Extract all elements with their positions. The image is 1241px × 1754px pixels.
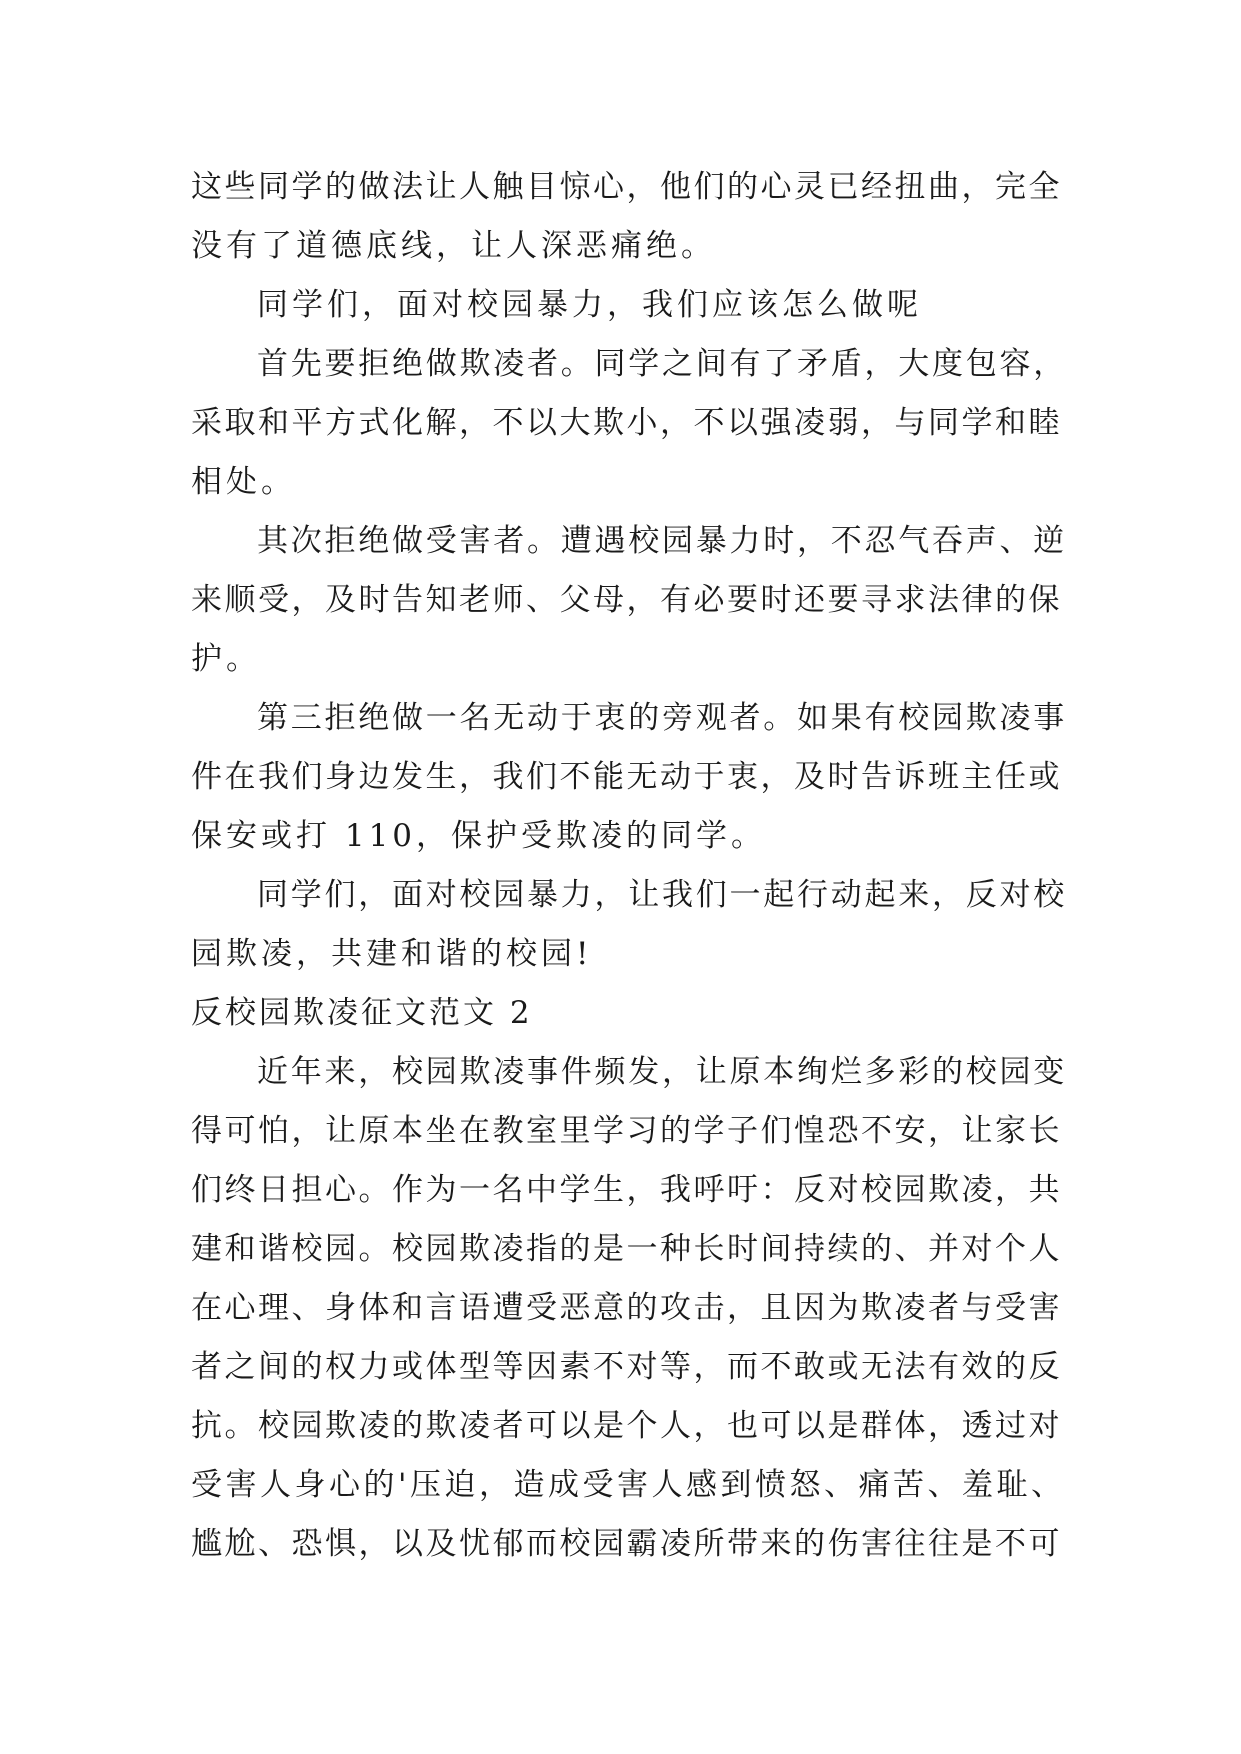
text-line: 们终日担心。作为一名中学生，我呼吁：反对校园欺凌，共 <box>191 1172 1062 1208</box>
paragraph <box>191 866 1067 984</box>
text-line: 近年来，校园欺凌事件频发，让原本绚烂多彩的校园变 <box>257 1054 1067 1090</box>
text-line: 得可怕，让原本坐在教室里学习的学子们惶恐不安，让家长 <box>191 1113 1062 1149</box>
paragraph <box>191 512 1067 689</box>
text-line: 来顺受，及时告知老师、父母，有必要时还要寻求法律的保 <box>191 582 1062 618</box>
text-line: 抗。校园欺凌的欺凌者可以是个人，也可以是群体，透过对 <box>191 1408 1062 1444</box>
text-line: 相处。 <box>191 464 296 500</box>
text-line: 首先要拒绝做欺凌者。同学之间有了矛盾，大度包容， <box>257 346 1067 382</box>
text-line: 同学们，面对校园暴力，让我们一起行动起来，反对校 <box>257 877 1067 913</box>
paragraph <box>191 276 1067 335</box>
text-line: 尴尬、恐惧，以及忧郁而校园霸凌所带来的伤害往往是不可 <box>191 1526 1062 1562</box>
text-line: 同学们，面对校园暴力，我们应该怎么做呢 <box>257 287 922 323</box>
text-line: 在心理、身体和言语遭受恶意的攻击，且因为欺凌者与受害 <box>191 1290 1062 1326</box>
text-line: 没有了道德底线，让人深恶痛绝。 <box>191 228 716 264</box>
text-line: 护。 <box>191 641 261 677</box>
paragraph <box>191 689 1067 866</box>
paragraph <box>191 335 1067 512</box>
text-line: 第三拒绝做一名无动于衷的旁观者。如果有校园欺凌事 <box>257 700 1067 736</box>
text-line: 园欺凌，共建和谐的校园! <box>191 936 593 972</box>
text-line: 其次拒绝做受害者。遭遇校园暴力时，不忍气吞声、逆 <box>257 523 1067 559</box>
section-heading: 反校园欺凌征文范文 2 <box>191 995 533 1031</box>
text-line: 受害人身心的'压迫，造成受害人感到愤怒、痛苦、羞耻、 <box>191 1467 1066 1503</box>
text-line: 建和谐校园。校园欺凌指的是一种长时间持续的、并对个人 <box>191 1231 1062 1267</box>
text-line: 件在我们身边发生，我们不能无动于衷，及时告诉班主任或 <box>191 759 1062 795</box>
paragraph <box>191 158 1067 276</box>
text-line: 这些同学的做法让人触目惊心，他们的心灵已经扭曲，完全 <box>191 169 1062 205</box>
document-body <box>191 158 1067 1574</box>
text-line: 者之间的权力或体型等因素不对等，而不敢或无法有效的反 <box>191 1349 1062 1385</box>
text-line: 保安或打 110，保护受欺凌的同学。 <box>191 818 767 854</box>
paragraph <box>191 1043 1067 1574</box>
text-line: 采取和平方式化解，不以大欺小，不以强凌弱，与同学和睦 <box>191 405 1062 441</box>
